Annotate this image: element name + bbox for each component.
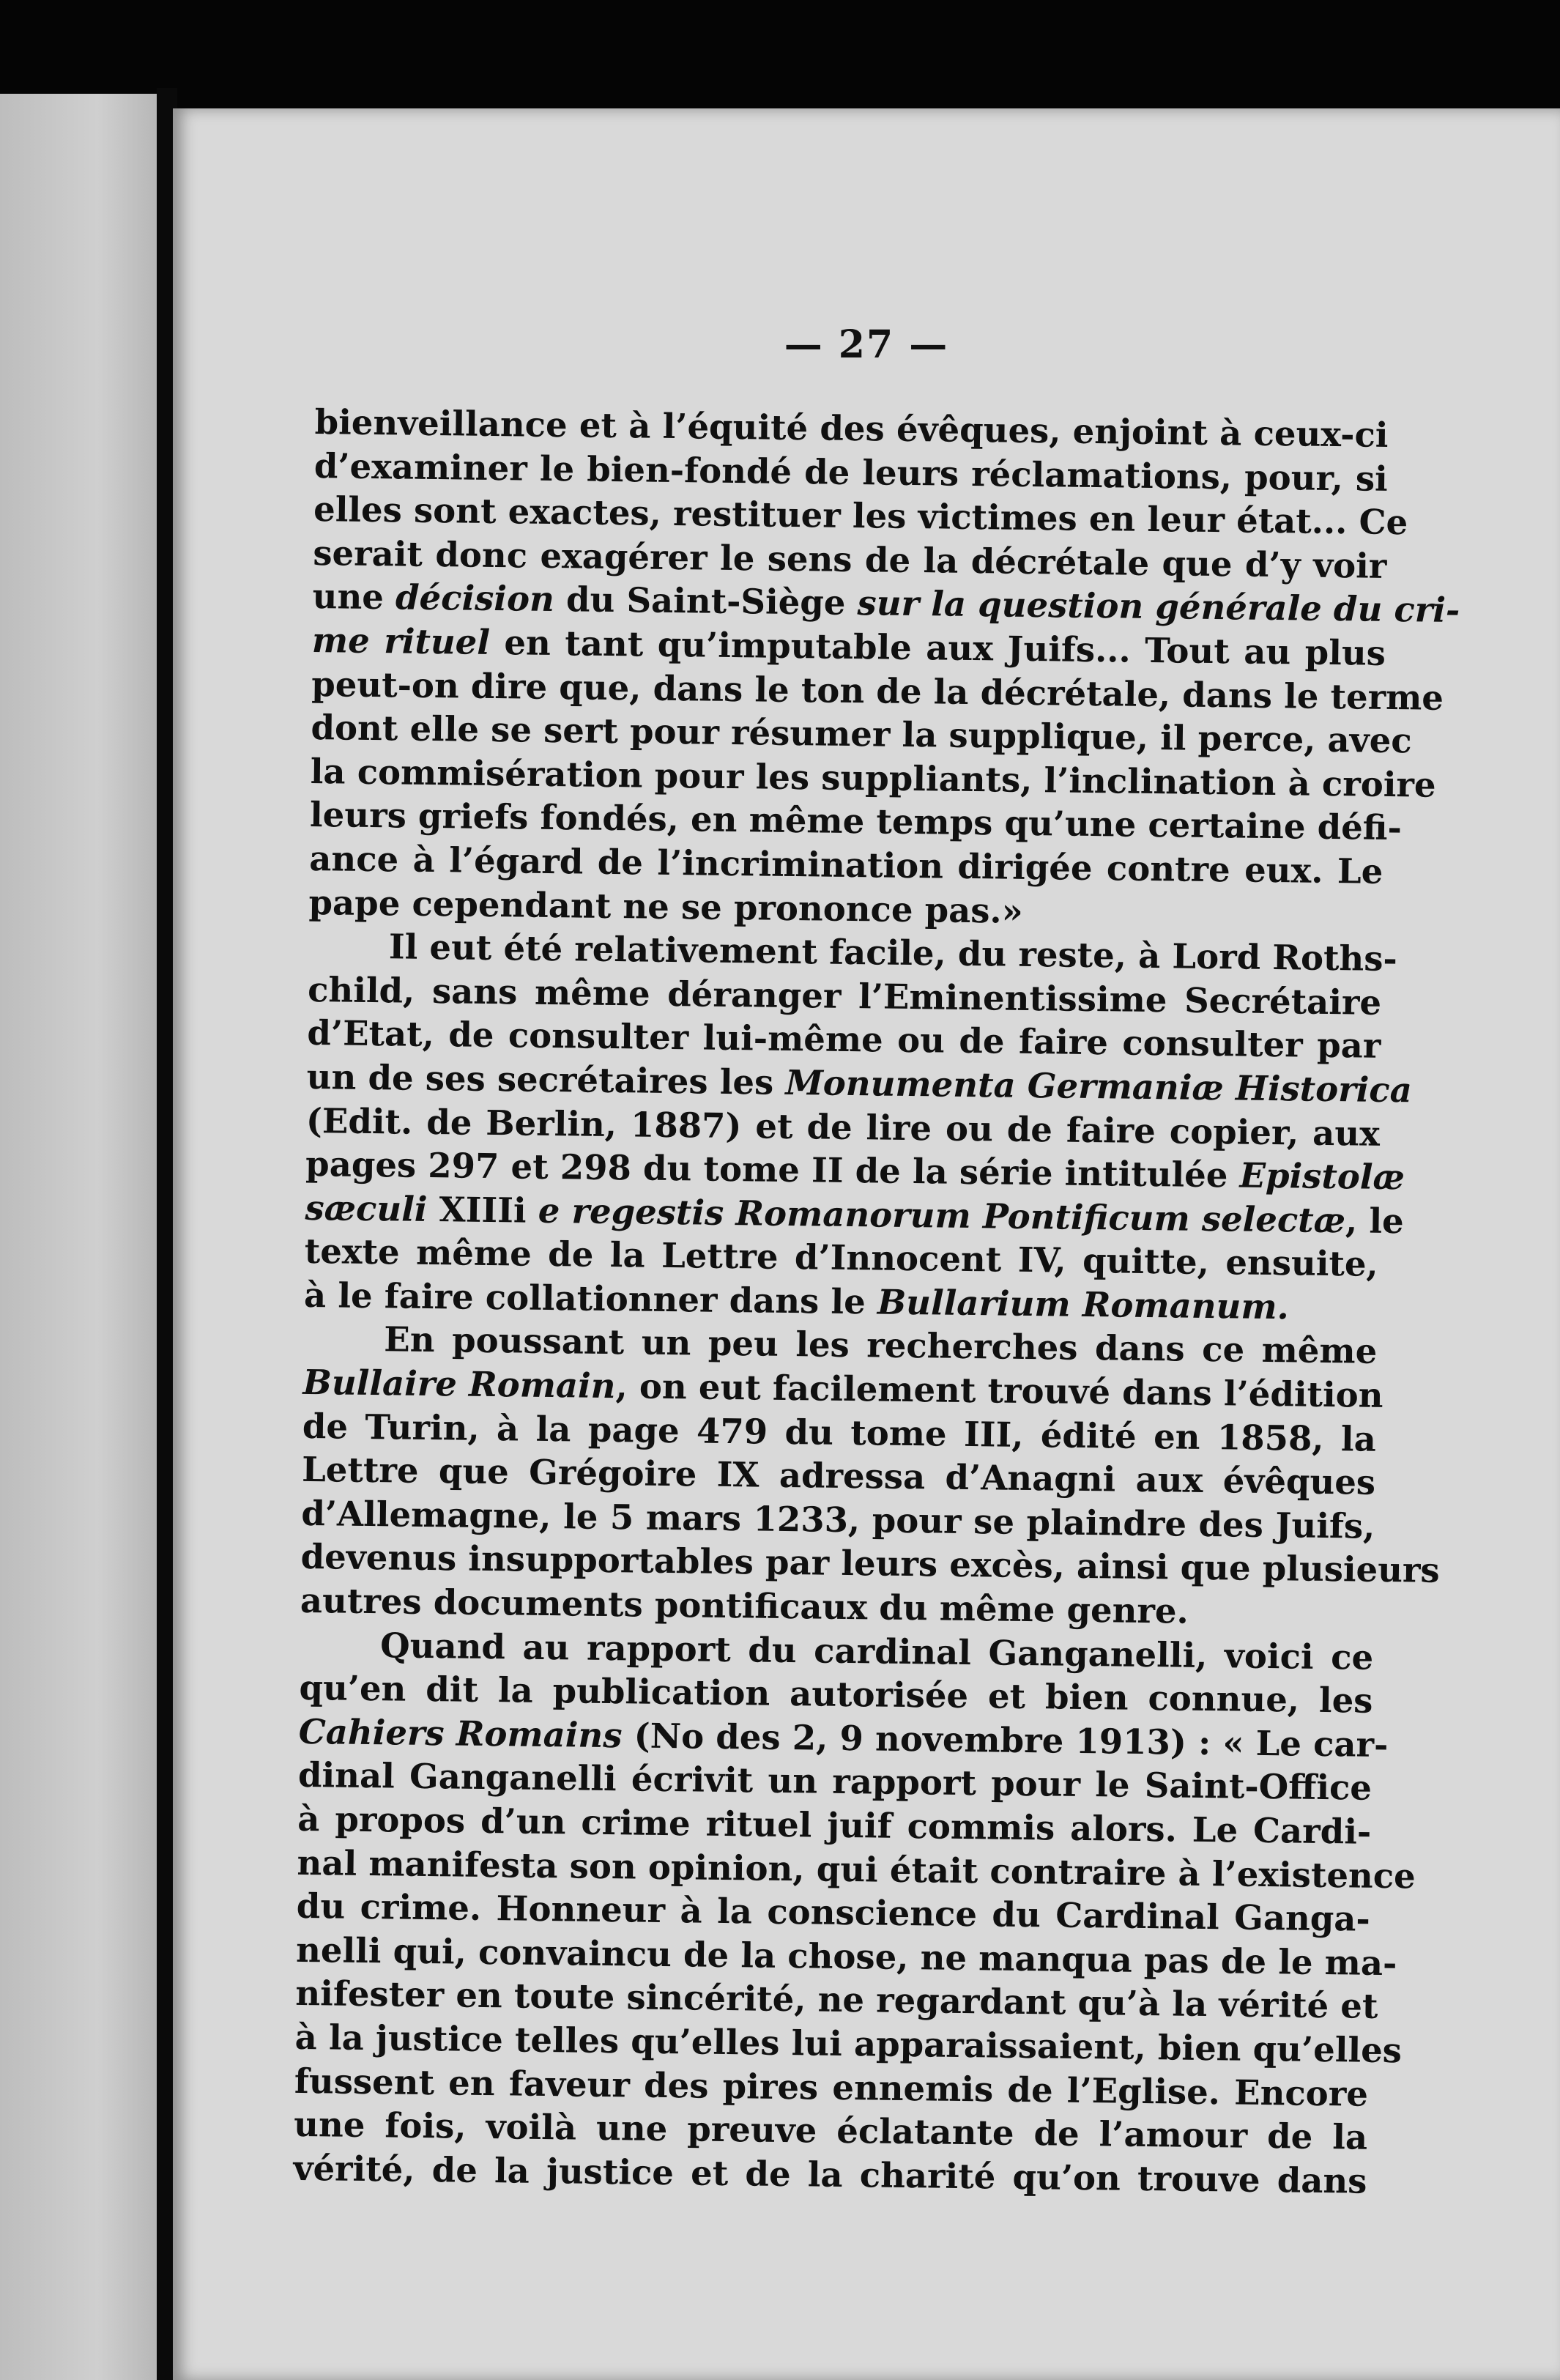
text-line: Il eut été relativement facile, du reste, à Lord Roths- xyxy=(388,926,1398,979)
text-line: d’Allemagne, le 5 mars 1233, pour se plaindre des Juifs, xyxy=(301,1492,1375,1546)
text-line: bienveillance et à l’équité des évêques, enjoint à ceux-ci xyxy=(314,401,1389,455)
italic-run: Bullarium Romanum. xyxy=(877,1281,1290,1327)
italic-run: Monumenta Germaniæ Historica xyxy=(785,1061,1413,1111)
text-line: Lettre que Grégoire IX adressa d’Anagni aux évêques xyxy=(301,1449,1376,1503)
text-run: à le faire collationner dans le xyxy=(303,1274,878,1322)
page-number: — 27 — xyxy=(784,322,949,367)
text-run: (No des 2, 9 novembre 1913) : « Le car- xyxy=(622,1715,1389,1765)
text-run: pages 297 et 298 du tome II de la série intitulée xyxy=(305,1143,1240,1195)
text-run: en tant qu’imputable aux Juifs... Tout au plus xyxy=(489,621,1386,673)
paragraph-2 xyxy=(303,924,1413,1330)
text-line: ance à l’égard de l’incrimination dirigée contre eux. Le xyxy=(309,837,1383,891)
italic-run: Bullaire Romain xyxy=(302,1361,616,1406)
text-line: autres documents pontificaux du même genre. xyxy=(300,1579,1189,1631)
text-line: peut-on dire que, dans le ton de la décrétale, dans le terme xyxy=(311,663,1444,718)
text-line: devenus insupportables par leurs excès, ainsi que plusieurs xyxy=(300,1536,1441,1591)
italic-run: décision xyxy=(395,577,555,620)
italic-run: me rituel xyxy=(311,619,491,662)
text-run: du Saint-Siège xyxy=(554,579,858,623)
italic-run: sur la question générale du cri- xyxy=(857,582,1460,631)
text-run: une xyxy=(312,576,396,618)
text-line: d’Etat, de consulter lui-même ou de faire consulter par xyxy=(307,1012,1381,1067)
adjacent-page-edge xyxy=(0,94,163,2380)
paragraph-1 xyxy=(308,400,1460,937)
italic-run: Cahiers Romains xyxy=(298,1710,623,1756)
text-line: du crime. Honneur à la conscience du Cardinal Ganga- xyxy=(296,1886,1371,1939)
text-run: un de ses secrétaires les xyxy=(306,1056,786,1102)
body-text xyxy=(293,400,1460,2203)
text-line: nelli qui, convaincu de la chose, ne manqua pas de le ma- xyxy=(295,1929,1397,1983)
text-line: Quand au rapport du cardinal Ganganelli, voici ce xyxy=(379,1624,1374,1678)
italic-run: e regestis Romanorum Pontificum selectæ xyxy=(538,1190,1346,1240)
text-line: child, sans même déranger l’Eminentissime Secrétaire xyxy=(307,968,1382,1023)
text-run: , on eut facilement trouvé dans l’édition xyxy=(615,1365,1383,1415)
text-line: texte même de la Lettre d’Innocent IV, quitte, ensuite, xyxy=(304,1231,1379,1285)
text-line: nifester en toute sincérité, ne regardant qu’à la vérité et xyxy=(295,1973,1378,2027)
text-line: une fois, voilà une preuve éclatante de l’amour de la xyxy=(293,2103,1368,2157)
text-line: elles sont exactes, restituer les victimes en leur état... Ce xyxy=(313,489,1408,543)
text-line: dinal Ganganelli écrivit un rapport pour le Saint-Office xyxy=(297,1754,1373,1809)
paragraph-3 xyxy=(300,1316,1441,1635)
paragraph-4 xyxy=(293,1623,1416,2203)
text-line: vérité, de la justice et de la charité qu’on trouve dans xyxy=(293,2147,1367,2201)
text-line: d’examiner le bien-fondé de leurs réclamations, pour, si xyxy=(313,445,1389,499)
text-line: fussent en faveur des pires ennemis de l’Eglise. Encore xyxy=(294,2060,1369,2114)
text-line: En poussant un peu les recherches dans ce même xyxy=(384,1319,1378,1372)
text-line: pape cependant ne se prononce pas.» xyxy=(308,881,1024,931)
text-line: la commisération pour les suppliants, l’inclination à croire xyxy=(310,750,1436,805)
text-line: leurs griefs fondés, en même temps qu’une certaine défi- xyxy=(309,794,1403,848)
text-line: à la justice telles qu’elles lui apparaissaient, bien qu’elles xyxy=(294,2016,1403,2071)
text-line: qu’en dit la publication autorisée et bien connue, les xyxy=(299,1667,1373,1721)
text-line: de Turin, à la page 479 du tome III, édité en 1858, la xyxy=(302,1405,1377,1459)
text-line: serait donc exagérer le sens de la décrétale que d’y voir xyxy=(313,532,1387,586)
book-page xyxy=(173,108,1560,2380)
text-line: (Edit. de Berlin, 1887) et de lire ou de faire copier, aux xyxy=(305,1100,1381,1154)
text-line: à propos d’un crime rituel juif commis alors. Le Cardi- xyxy=(297,1798,1372,1852)
text-line: dont elle se sert pour résumer la supplique, il perce, avec xyxy=(311,707,1412,761)
text-run: XIIIi xyxy=(427,1188,539,1231)
text-line: nal manifesta son opinion, qui était contraire à l’existence xyxy=(297,1842,1416,1897)
text-run: , le xyxy=(1345,1199,1405,1241)
italic-run: Epistolæ xyxy=(1239,1154,1405,1198)
italic-run: sæculi xyxy=(305,1187,428,1229)
